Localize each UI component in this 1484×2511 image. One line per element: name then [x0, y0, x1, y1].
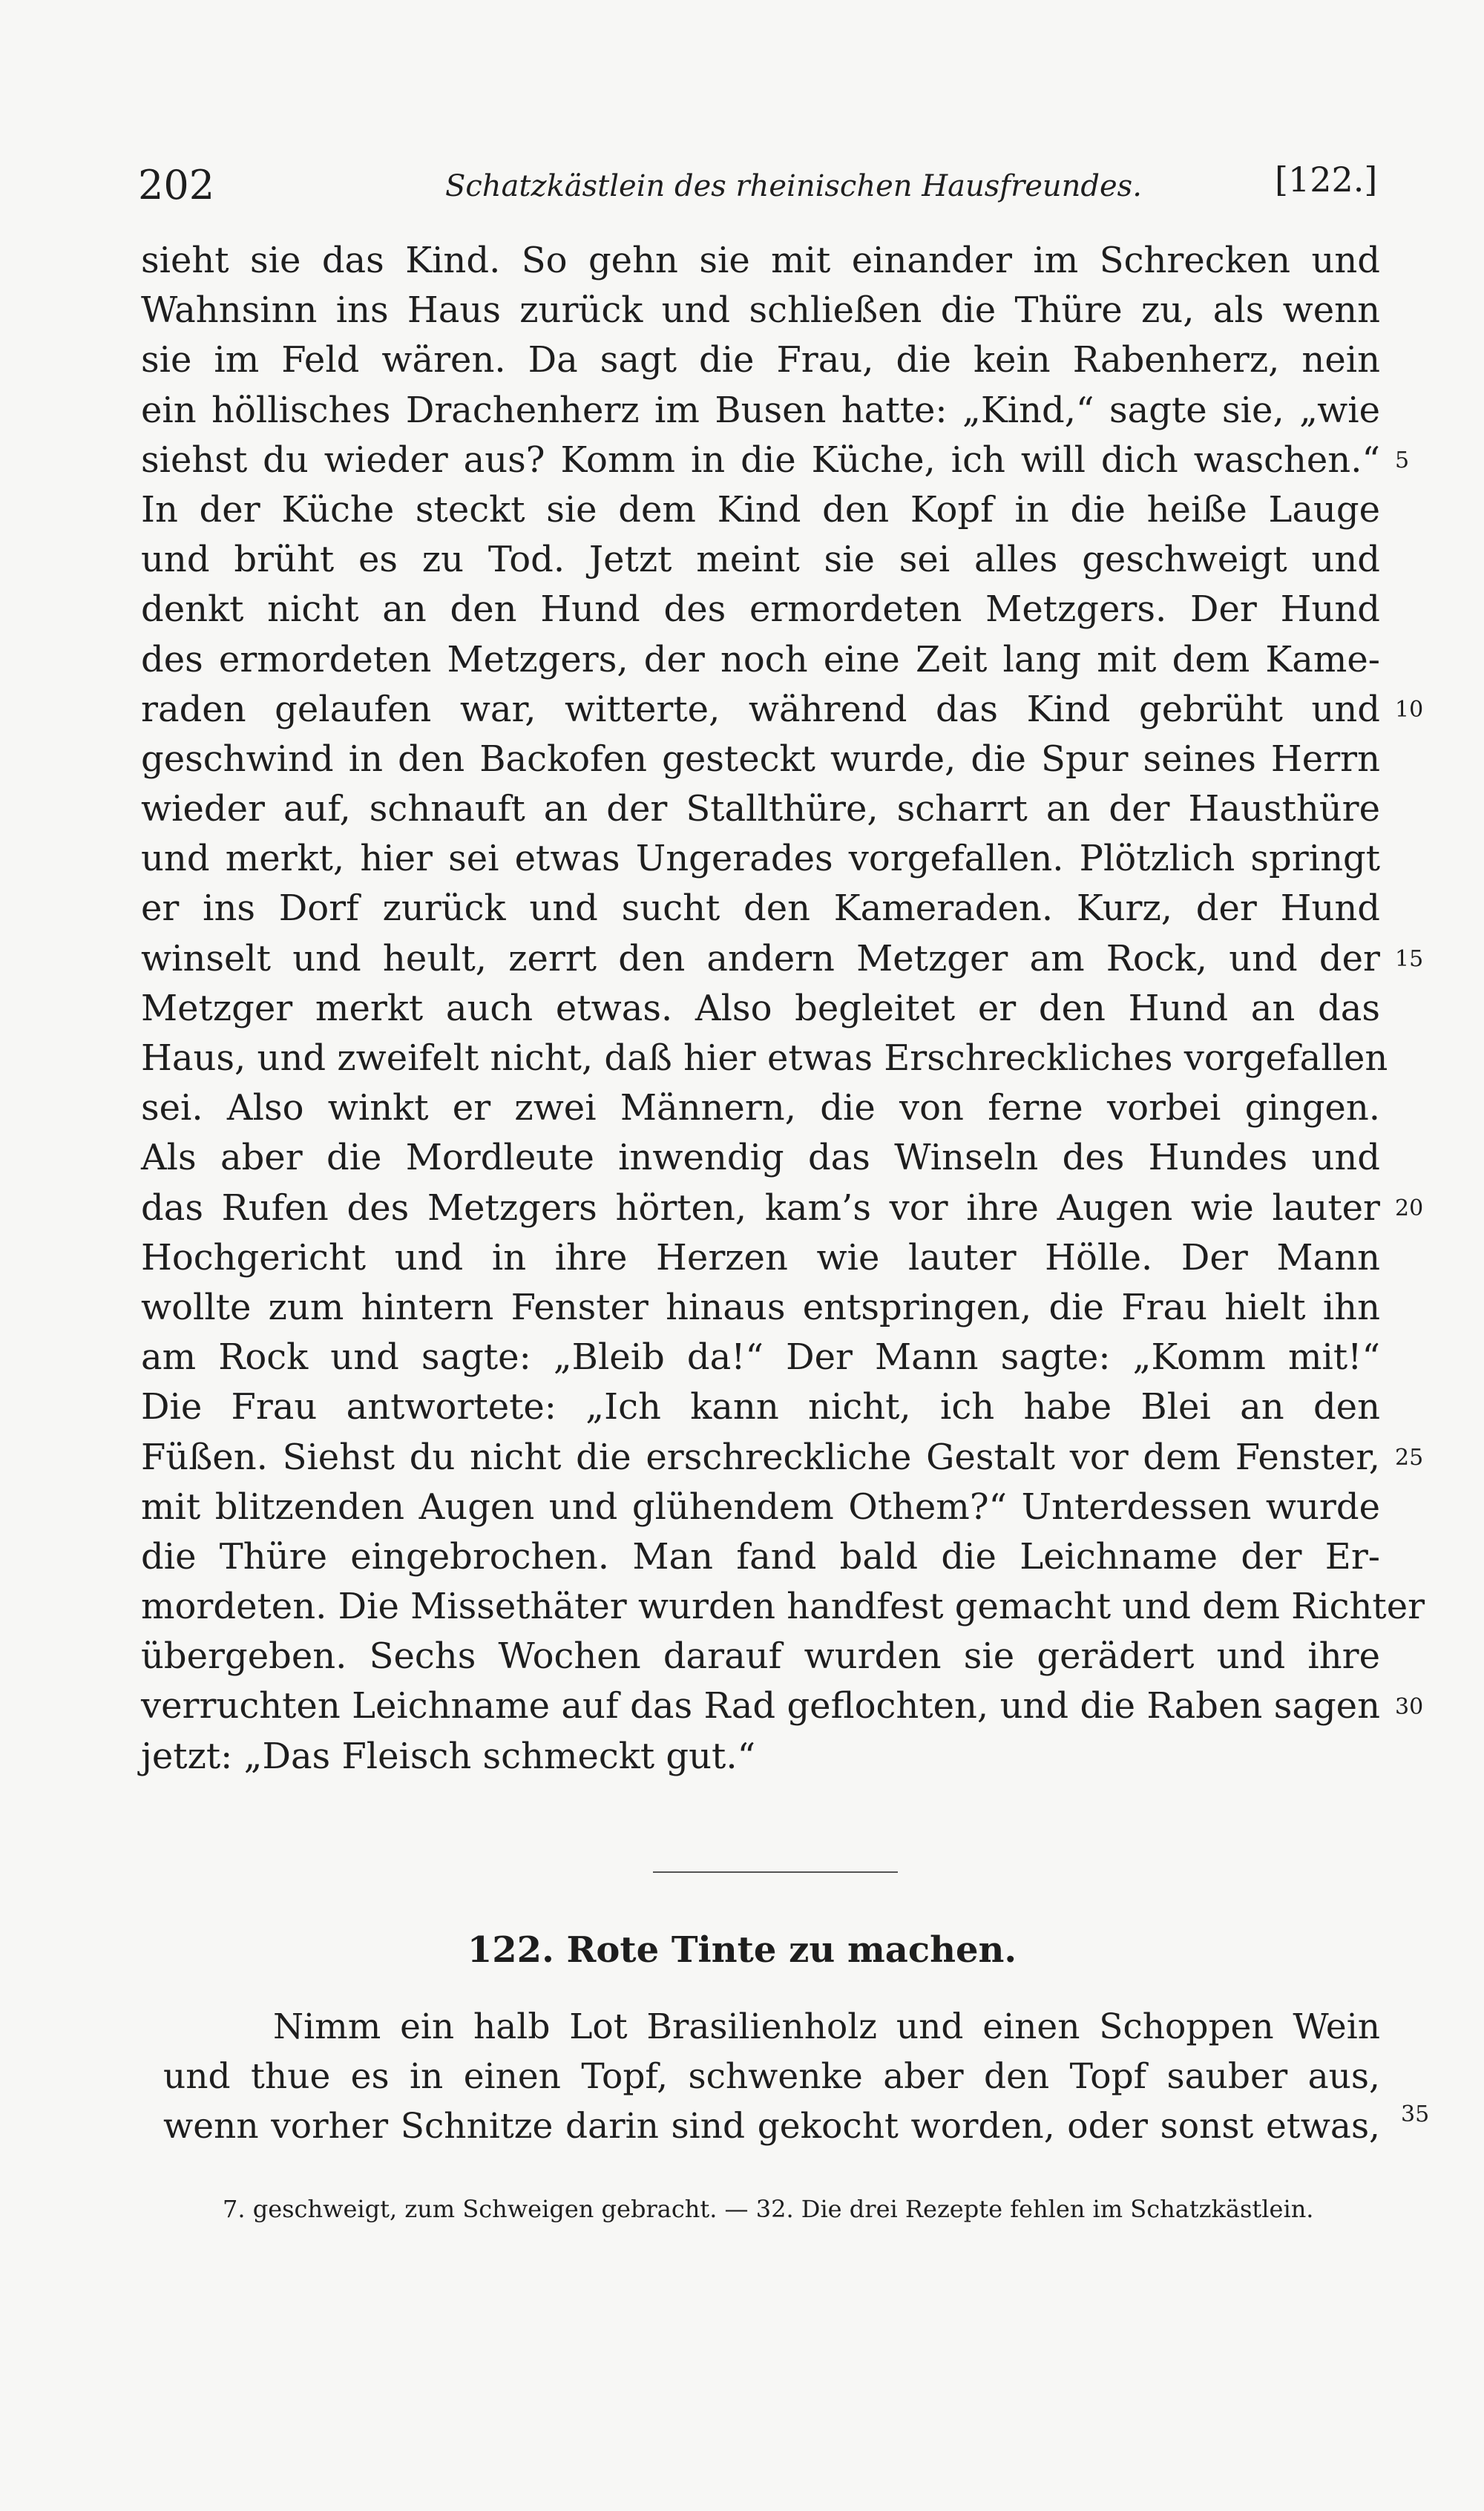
- margin-line-number: 25: [1395, 1444, 1424, 1471]
- margin-line-number: 5: [1395, 447, 1410, 473]
- text-line: Nimm ein halb Lot Brasilienholz und einen Schoppen Wein: [273, 2006, 1380, 2047]
- text-line: jetzt: „Das Fleisch schmeckt gut.“: [141, 1735, 756, 1777]
- section-divider: [653, 1871, 898, 1873]
- text-line: am Rock und sagte: „Bleib da!“ Der Mann sagte: „Komm mit!“: [141, 1336, 1380, 1379]
- text-line: Metzger merkt auch etwas. Also begleitet er den Hund an das: [141, 987, 1380, 1029]
- text-line: verruchten Leichname auf das Rad geflochten, und die Raben sagen: [141, 1685, 1380, 1727]
- margin-line-number: 35: [1401, 2101, 1430, 2127]
- text-line: Füßen. Siehst du nicht die erschreckliche Gestalt vor dem Fenster,: [141, 1436, 1380, 1478]
- text-line: mit blitzenden Augen und glühendem Othem?“ Unterdessen wurde: [141, 1486, 1380, 1528]
- text-line: und brüht es zu Tod. Jetzt meint sie sei alles geschweigt und: [141, 539, 1380, 581]
- text-line: raden gelaufen war, witterte, während das Kind gebrüht und: [141, 688, 1380, 730]
- text-line: und thue es in einen Topf, schwenke aber den Topf sauber aus,: [163, 2056, 1380, 2098]
- text-line: sei. Also winkt er zwei Männern, die von ferne vorbei gingen.: [141, 1087, 1380, 1129]
- section-text-block: [163, 2002, 1380, 2152]
- text-line: geschwind in den Backofen gesteckt wurde, die Spur seines Herrn: [141, 738, 1380, 780]
- margin-line-number: 30: [1395, 1693, 1424, 1720]
- section-reference: [122.]: [1275, 160, 1378, 200]
- text-line: wenn vorher Schnitze darin sind gekocht worden, oder sonst etwas,: [163, 2106, 1380, 2147]
- margin-line-number: 10: [1395, 696, 1424, 723]
- text-line: wollte zum hintern Fenster hinaus entspringen, die Frau hielt ihn: [141, 1286, 1380, 1328]
- text-line: wieder auf, schnauft an der Stallthüre, scharrt an der Hausthüre: [141, 788, 1380, 830]
- text-line: Haus, und zweifelt nicht, daß hier etwas Erschreckliches vorgefallen: [141, 1037, 1388, 1079]
- text-line: Die Frau antwortete: „Ich kann nicht, ich habe Blei an den: [141, 1386, 1380, 1428]
- text-line: sieht sie das Kind. So gehn sie mit einander im Schrecken und: [141, 240, 1380, 281]
- text-line: er ins Dorf zurück und sucht den Kameraden. Kurz, der Hund: [141, 887, 1380, 930]
- text-line: das Rufen des Metzgers hörten, kam’s vor ihre Augen wie lauter: [141, 1186, 1380, 1229]
- text-line: Wahnsinn ins Haus zurück und schließen die Thüre zu, als wenn: [141, 289, 1380, 332]
- margin-line-number: 20: [1395, 1195, 1424, 1221]
- text-line: übergeben. Sechs Wochen darauf wurden sie gerädert und ihre: [141, 1635, 1380, 1678]
- text-line: Als aber die Mordleute inwendig das Winseln des Hundes und: [141, 1137, 1380, 1179]
- text-line: winselt und heult, zerrt den andern Metzger am Rock, und der: [141, 937, 1380, 979]
- margin-line-number: 15: [1395, 945, 1424, 972]
- text-line: des ermordeten Metzgers, der noch eine Zeit lang mit dem Kame-: [141, 638, 1380, 680]
- text-line: siehst du wieder aus? Komm in die Küche, ich will dich waschen.“: [141, 439, 1380, 481]
- text-line: In der Küche steckt sie dem Kind den Kopf in die heiße Lauge: [141, 488, 1380, 531]
- text-line: die Thüre eingebrochen. Man fand bald die Leichname der Er-: [141, 1535, 1380, 1578]
- section-heading: 122. Rote Tinte zu machen.: [467, 1929, 1017, 1971]
- text-line: ein höllisches Drachenherz im Busen hatte: „Kind,“ sagte sie, „wie: [141, 389, 1380, 431]
- text-line: sie im Feld wären. Da sagt die Frau, die kein Rabenherz, nein: [141, 339, 1380, 381]
- text-line: Hochgericht und in ihre Herzen wie lauter Hölle. Der Mann: [141, 1236, 1380, 1279]
- text-line: und merkt, hier sei etwas Ungerades vorgefallen. Plötzlich springt: [141, 838, 1380, 880]
- footnote: 7. geschweigt, zum Schweigen gebracht. — 32. Die drei Rezepte fehlen im Schatzkästlein.: [223, 2195, 1314, 2223]
- page-number: 202: [138, 162, 215, 209]
- text-line: denkt nicht an den Hund des ermordeten Metzgers. Der Hund: [141, 588, 1380, 631]
- running-title: Schatzkästlein des rheinischen Hausfreundes.: [445, 169, 1142, 203]
- text-line: mordeten. Die Missethäter wurden handfest gemacht und dem Richter: [141, 1586, 1425, 1628]
